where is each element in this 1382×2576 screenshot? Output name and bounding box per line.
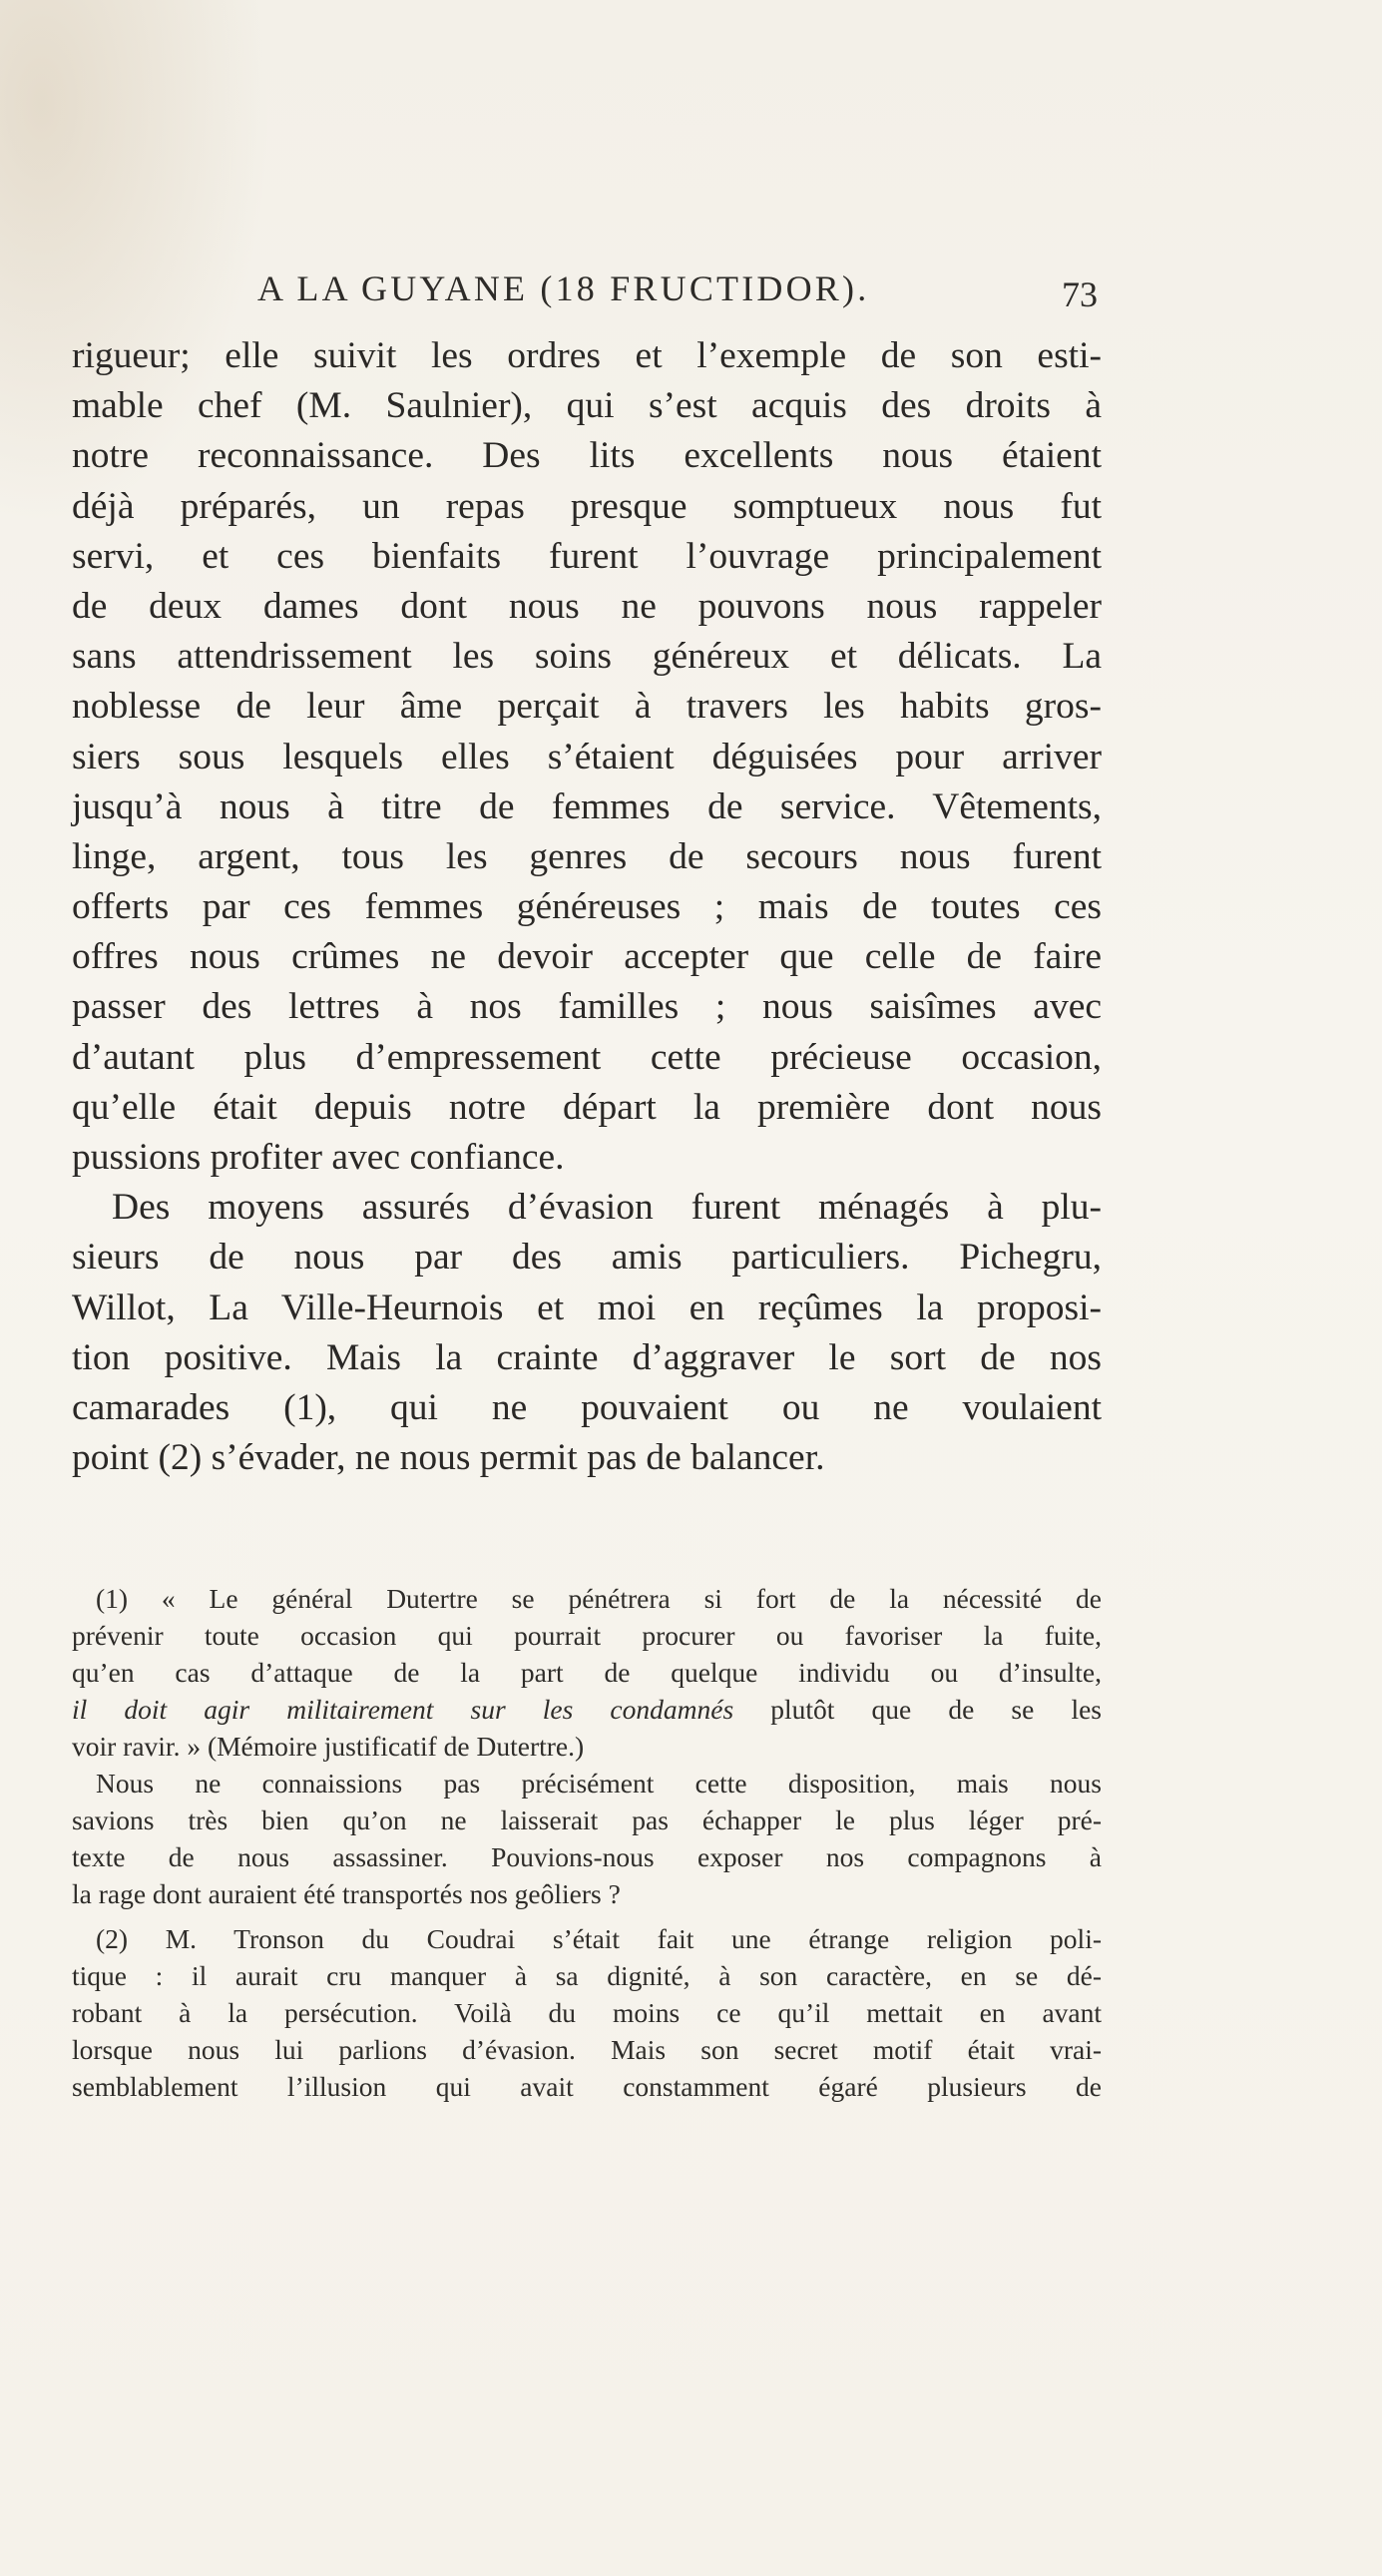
footnote-1-line-rest: plutôt que de se les <box>733 1694 1102 1725</box>
text-line: jusqu’à nous à titre de femmes de service. Vêtements, <box>72 785 1102 827</box>
running-head <box>70 267 1098 317</box>
footnote-1-line: prévenir toute occasion qui pourrait procurer ou favoriser la fuite, <box>72 1620 1102 1651</box>
text-line: camarades (1), qui ne pouvaient ou ne voulaient <box>72 1386 1102 1428</box>
footnote-2-line: (2) M. Tronson du Coudrai s’était fait une étrange religion poli- <box>96 1923 1102 1954</box>
footnote-1-comment-line: texte de nous assassiner. Pouvions-nous exposer nos compagnons à <box>72 1841 1102 1872</box>
paragraph-end-line: pussions profiter avec confiance. <box>72 1137 565 1178</box>
footnotes <box>72 1580 1102 2105</box>
footnote-1-comment-line: la rage dont auraient été transportés nos geôliers ? <box>72 1878 621 1909</box>
text-line: servi, et ces bienfaits furent l’ouvrage principalement <box>72 535 1102 577</box>
text-line: rigueur; elle suivit les ordres et l’exemple de son esti- <box>72 335 1102 376</box>
footnote-1-line: qu’en cas d’attaque de la part de quelque individu ou d’insulte, <box>72 1657 1102 1688</box>
footnote-1-italic-quote: il doit agir militairement sur les condamnés <box>72 1694 734 1725</box>
text-line: qu’elle était depuis notre départ la première dont nous <box>72 1086 1102 1128</box>
footnote-1-comment-line: Nous ne connaissions pas précisément cette disposition, mais nous <box>96 1768 1102 1799</box>
footnote-2-line: robant à la persécution. Voilà du moins ce qu’il mettait en avant <box>72 1997 1102 2028</box>
text-line: Willot, La Ville-Heurnois et moi en reçûmes la proposi- <box>72 1287 1102 1328</box>
page-number: 73 <box>1062 274 1098 314</box>
footnote-2-line: semblablement l’illusion qui avait constamment égaré plusieurs de <box>72 2071 1102 2102</box>
text-line: siers sous lesquels elles s’étaient déguisées pour arriver <box>72 736 1102 777</box>
footnote-1-line <box>72 1691 1102 1728</box>
paragraph-end-line: point (2) s’évader, ne nous permit pas de balancer. <box>72 1437 825 1479</box>
text-line: mable chef (M. Saulnier), qui s’est acquis des droits à <box>72 385 1102 427</box>
text-line: de deux dames dont nous ne pouvons nous rappeler <box>72 585 1102 627</box>
footnote-1-comment-line: savions très bien qu’on ne laisserait pas échapper le plus léger pré- <box>72 1804 1102 1835</box>
footnote-1-line: voir ravir. » (Mémoire justificatif de Dutertre.) <box>72 1731 585 1762</box>
footnote-1-line: (1) « Le général Dutertre se pénétrera si fort de la nécessité de <box>96 1583 1102 1614</box>
text-line: offerts par ces femmes généreuses ; mais de toutes ces <box>72 886 1102 928</box>
main-text <box>72 331 1102 1483</box>
text-line: déjà préparés, un repas presque somptueux nous fut <box>72 485 1102 527</box>
paragraph-start-line: Des moyens assurés d’évasion furent ménagés à plu- <box>112 1187 1102 1229</box>
text-line: noblesse de leur âme perçait à travers les habits gros- <box>72 686 1102 728</box>
text-line: tion positive. Mais la crainte d’aggraver le sort de nos <box>72 1336 1102 1378</box>
footnote-2-line: tique : il aurait cru manquer à sa dignité, à son caractère, en se dé- <box>72 1960 1102 1991</box>
text-line: sans attendrissement les soins généreux et délicats. La <box>72 636 1102 678</box>
footnote-gap <box>72 1912 1102 1920</box>
text-line: notre reconnaissance. Des lits excellents nous étaient <box>72 435 1102 477</box>
footnote-2-line: lorsque nous lui parlions d’évasion. Mais son secret motif était vrai- <box>72 2034 1102 2065</box>
text-line: linge, argent, tous les genres de secours nous furent <box>72 835 1102 877</box>
text-line: offres nous crûmes ne devoir accepter que celle de faire <box>72 936 1102 978</box>
text-line: d’autant plus d’empressement cette précieuse occasion, <box>72 1036 1102 1078</box>
running-title: A LA GUYANE (18 FRUCTIDOR). <box>257 268 870 308</box>
text-line: sieurs de nous par des amis particuliers. Pichegru, <box>72 1237 1102 1279</box>
text-line: passer des lettres à nos familles ; nous saisîmes avec <box>72 986 1102 1028</box>
